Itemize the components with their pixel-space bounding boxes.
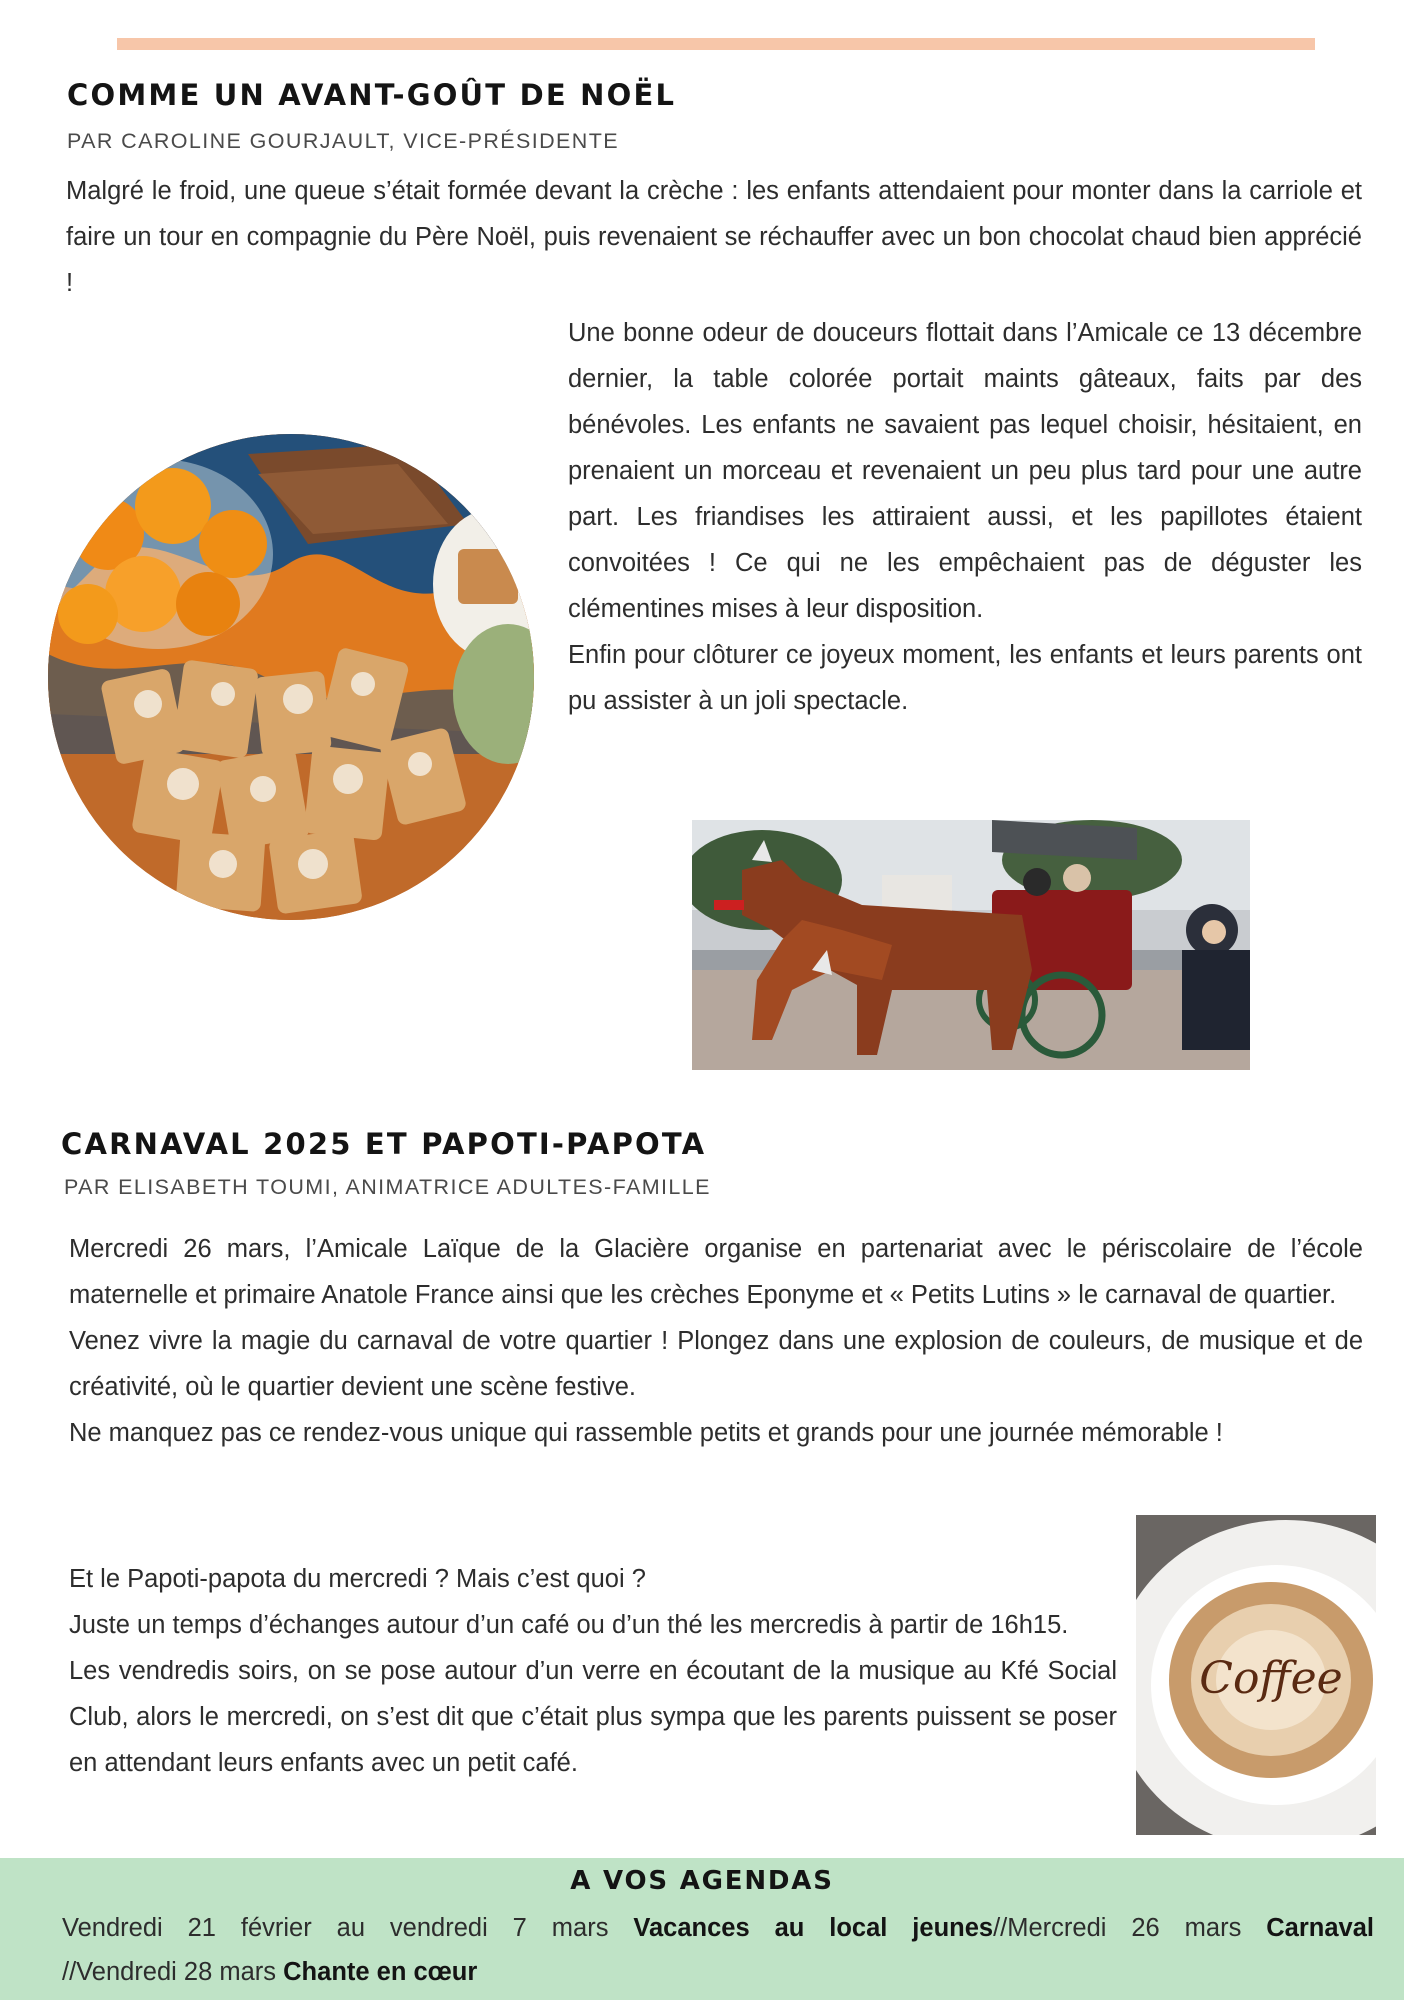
noel-text-block [568, 310, 1362, 724]
agenda-event-3: Chante en cœur [283, 1958, 478, 1986]
section-title-carnaval: CARNAVAL 2025 ET PAPOTI-PAPOTA [61, 1127, 707, 1161]
noel-paragraph-2: Enfin pour clôturer ce joyeux moment, les enfants et leurs parents ont pu assister à un joli spectacle. [568, 641, 1362, 715]
byline-carnaval: PAR ELISABETH TOUMI, ANIMATRICE ADULTES-FAMILLE [64, 1175, 711, 1199]
papoti-text-block [69, 1556, 1117, 1786]
agenda-event-2: Carnaval [1266, 1914, 1374, 1942]
coffee-art-text: Coffee [1199, 1653, 1343, 1704]
food-table-photo [48, 434, 534, 920]
carnaval-text-block [69, 1226, 1363, 1456]
agenda-banner [0, 1858, 1404, 2000]
byline-noel: PAR CAROLINE GOURJAULT, VICE-PRÉSIDENTE [67, 129, 619, 153]
carnaval-paragraph-1: Mercredi 26 mars, l’Amicale Laïque de la Glacière organise en partenariat avec le périscolaire de l’école maternelle et primaire Anatole France ainsi que les crèches Eponyme et « Petits Lutins » le carnaval de quartier. [69, 1235, 1363, 1309]
agenda-title: A VOS AGENDAS [570, 1866, 834, 1896]
intro-paragraph: Malgré le froid, une queue s’était formée devant la crèche : les enfants attendaient pour monter dans la carriole et faire un tour en compagnie du Père Noël, puis revenaient se réchauffer avec un bon chocolat chaud bien apprécié ! [66, 177, 1362, 297]
carnaval-paragraph-3: Ne manquez pas ce rendez-vous unique qui rassemble petits et grands pour une journée mémorable ! [69, 1419, 1223, 1447]
intro-paragraph-block [66, 168, 1362, 306]
agenda-line-1 [62, 1906, 1374, 1950]
agenda-date-2: //Mercredi 26 mars [993, 1914, 1242, 1942]
coffee-cup-photo [1136, 1515, 1376, 1835]
horse-carriage-photo [692, 820, 1250, 1070]
agenda-date-3: //Vendredi 28 mars [62, 1958, 277, 1986]
papoti-question: Et le Papoti-papota du mercredi ? Mais c’est quoi ? [69, 1565, 646, 1593]
top-accent-bar [117, 38, 1315, 50]
agenda-event-1: Vacances au local jeunes [633, 1914, 994, 1942]
agenda-line-2 [62, 1950, 1374, 1994]
section-title-noel: COMME UN AVANT-GOÛT DE NOËL [67, 78, 677, 112]
papoti-paragraph-2: Les vendredis soirs, on se pose autour d’un verre en écoutant de la musique au Kfé Social Club, alors le mercredi, on s’est dit que c’était plus sympa que les parents puissent se poser en attendant leurs enfants avec un petit café. [69, 1657, 1117, 1777]
noel-paragraph-1: Une bonne odeur de douceurs flottait dans l’Amicale ce 13 décembre dernier, la table colorée portait maints gâteaux, faits par des bénévoles. Les enfants ne savaient pas lequel choisir, hésitaient, en prenaient un morceau et revenaient un peu plus tard pour une autre part. Les friandises les attiraient aussi, et les papillotes étaient convoitées ! Ce qui ne les empêchaient pas de déguster les clémentines mises à leur disposition. [568, 319, 1362, 623]
carnaval-paragraph-2: Venez vivre la magie du carnaval de votre quartier ! Plongez dans une explosion de couleurs, de musique et de créativité, où le quartier devient une scène festive. [69, 1327, 1363, 1401]
papoti-paragraph-1: Juste un temps d’échanges autour d’un café ou d’un thé les mercredis à partir de 16h15. [69, 1611, 1069, 1639]
agenda-date-1: Vendredi 21 février au vendredi 7 mars [62, 1914, 609, 1942]
